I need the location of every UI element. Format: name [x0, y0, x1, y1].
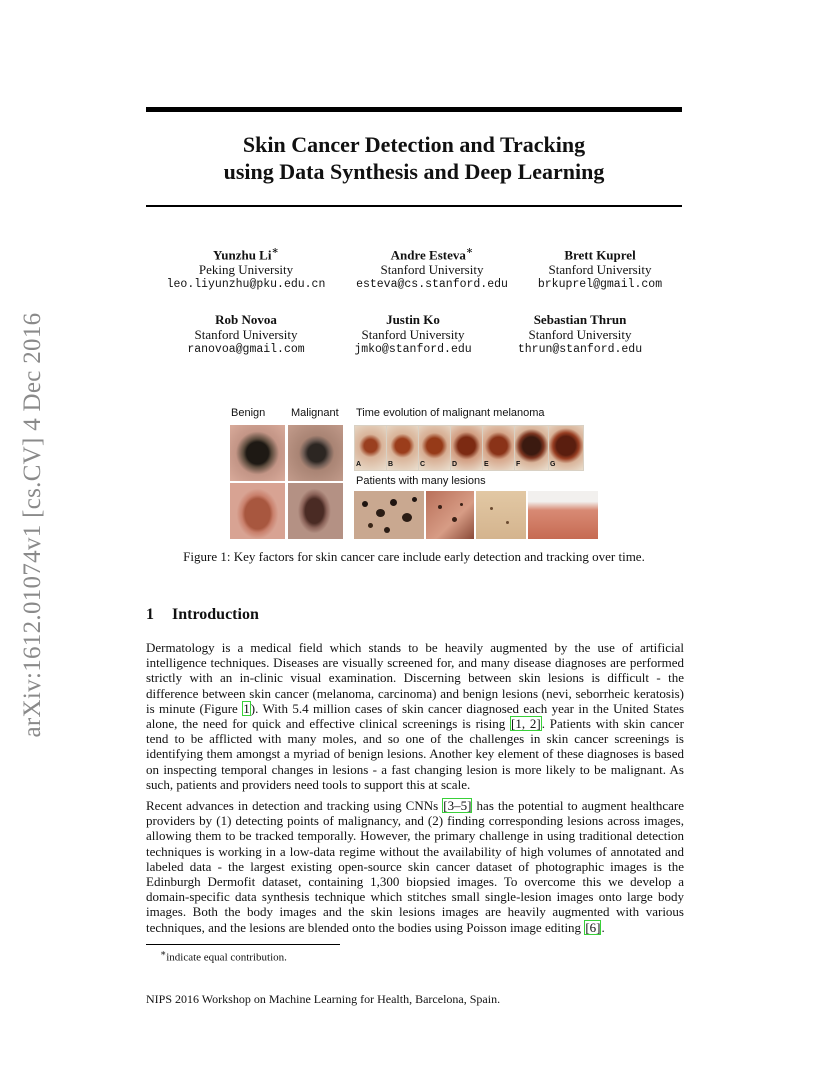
- author-affiliation: Stanford University: [361, 327, 465, 342]
- title-line-2: using Data Synthesis and Deep Learning: [223, 159, 605, 184]
- author-email[interactable]: jmko@stanford.edu: [354, 343, 472, 356]
- paragraph-text: Dermatology is a medical field which stands to be heavily augmented by the use of artificial intelligence techniques. Diseases are visually screened for, and many disease diagnoses are performed strictly with an in-clinic visual examination. Discerning between skin lesions is difficult - the difference between skin cancer (melanoma, carcinoma) and benign lesions (nevi, seborrheic keratosis) is minute (Figure: [146, 640, 684, 716]
- author-name: Sebastian Thrun: [533, 312, 627, 327]
- author-block: [146, 244, 346, 292]
- author-email[interactable]: ranovoa@gmail.com: [187, 343, 305, 356]
- label-time-evolution: Time evolution of malignant melanoma: [356, 407, 545, 419]
- timeline-letter: A: [356, 461, 362, 468]
- paragraph-text: . Patients with skin cancer tend to be afflicted with many moles, and so one of the challenges in skin cancer screenings is identifying them amongst a myriad of benign lesions. Another key element of these diagnoses is based on inspecting temporal changes in lesions - a fast changing lesion is more likely to be malignant. As such, patients and providers need tools to support this at scale.: [146, 716, 684, 792]
- patient-image-1: [354, 491, 424, 539]
- author-affiliation: Stanford University: [548, 262, 652, 278]
- venue-footer: NIPS 2016 Workshop on Machine Learning for Health, Barcelona, Spain.: [146, 992, 501, 1006]
- author-affiliation: Stanford University: [380, 262, 484, 278]
- author-name: Justin Ko: [386, 312, 440, 327]
- patient-image-4: [528, 491, 598, 539]
- author-email[interactable]: esteva@cs.stanford.edu: [356, 278, 508, 292]
- arxiv-stamp: [14, 290, 52, 760]
- paragraph-text: has the potential to augment healthcare providers by (1) detecting points of malignancy, and (2) finding corresponding lesions across images, allowing them to be tracked temporally. However, the primary challenge in using traditional detection techniques is working in a low-data regime without the availability of high volumes of annotated and labeled data - the largest existing open-source skin cancer dataset of photographic images is the Edinburgh Dermofit dataset, containing 1,300 biopsied images. To overcome this we develop a domain-specific data synthesis technique which stitches small single-lesion images onto large body images. Both the body images and the skin lesions images are heavily augmented with various techniques, and the lesions are blended onto the bodies using Poisson image editing: [146, 798, 684, 935]
- label-benign: Benign: [231, 407, 266, 419]
- equal-contribution-mark: ∗: [465, 245, 474, 257]
- timeline-letter: D: [452, 461, 458, 468]
- paper-title: [146, 131, 682, 185]
- author-affiliation: Stanford University: [194, 327, 298, 342]
- timeline-letter: E: [484, 461, 489, 468]
- paragraph-text: Recent advances in detection and tracking using CNNs: [146, 798, 443, 813]
- footnote-mark: ∗: [160, 948, 167, 958]
- author-email[interactable]: brkuprel@gmail.com: [537, 278, 663, 292]
- section-heading: [146, 606, 259, 624]
- author-name: Andre Esteva: [390, 247, 466, 263]
- title-line-1: Skin Cancer Detection and Tracking: [242, 132, 586, 157]
- arxiv-stamp-text: arXiv:1612.01074v1 [cs.CV] 4 Dec 2016: [19, 312, 46, 738]
- timeline-letter: B: [388, 461, 394, 468]
- citation-link[interactable]: [6]: [585, 919, 601, 935]
- malignant-lesion-image-1: [288, 425, 343, 481]
- paragraph-text: ). With 5.4 million cases of skin cancer diagnosed each year in the United States alone, the need for quick and effective clinical screenings is rising: [146, 700, 684, 732]
- author-name: Yunzhu Li: [213, 247, 272, 263]
- label-malignant: Malignant: [291, 407, 339, 419]
- author-email[interactable]: thrun@stanford.edu: [517, 343, 643, 356]
- citation-link[interactable]: [3–5]: [443, 798, 472, 813]
- figure-caption: Figure 1: Key factors for skin cancer care include early detection and tracking over time.: [183, 549, 645, 564]
- title-top-rule: [146, 107, 682, 112]
- section-title: Introduction: [172, 606, 259, 623]
- paragraph-text: .: [601, 919, 605, 935]
- author-block: [480, 312, 680, 357]
- author-email[interactable]: leo.liyunzhu@pku.edu.cn: [166, 278, 326, 292]
- footnote-text: indicate equal contribution.: [166, 951, 287, 964]
- footnote: [160, 948, 287, 964]
- title-bottom-rule: [146, 205, 682, 207]
- timeline-letter: F: [516, 461, 521, 468]
- author-name: Brett Kuprel: [564, 247, 636, 263]
- benign-lesion-image-1: [230, 425, 285, 481]
- author-block: [500, 244, 700, 292]
- figure-1: [228, 405, 608, 545]
- author-affiliation: Peking University: [198, 262, 294, 278]
- paragraph-2: [146, 798, 684, 935]
- patient-image-3: [476, 491, 526, 539]
- citation-link[interactable]: [1, 2]: [511, 716, 541, 732]
- label-patients: Patients with many lesions: [356, 475, 486, 487]
- equal-contribution-mark: ∗: [271, 245, 279, 257]
- paragraph-1: [146, 640, 684, 792]
- author-name: Rob Novoa: [215, 312, 277, 327]
- patient-image-2: [426, 491, 474, 539]
- timeline-letter: C: [420, 461, 426, 468]
- figure-reference-link[interactable]: 1: [243, 700, 250, 716]
- timeline-letter: G: [550, 461, 556, 468]
- author-affiliation: Stanford University: [528, 327, 632, 342]
- time-evolution-strip: [354, 425, 584, 471]
- benign-lesion-image-2: [230, 483, 285, 539]
- footnote-rule: [146, 944, 340, 945]
- malignant-lesion-image-2: [288, 483, 343, 539]
- section-number: 1: [146, 606, 154, 623]
